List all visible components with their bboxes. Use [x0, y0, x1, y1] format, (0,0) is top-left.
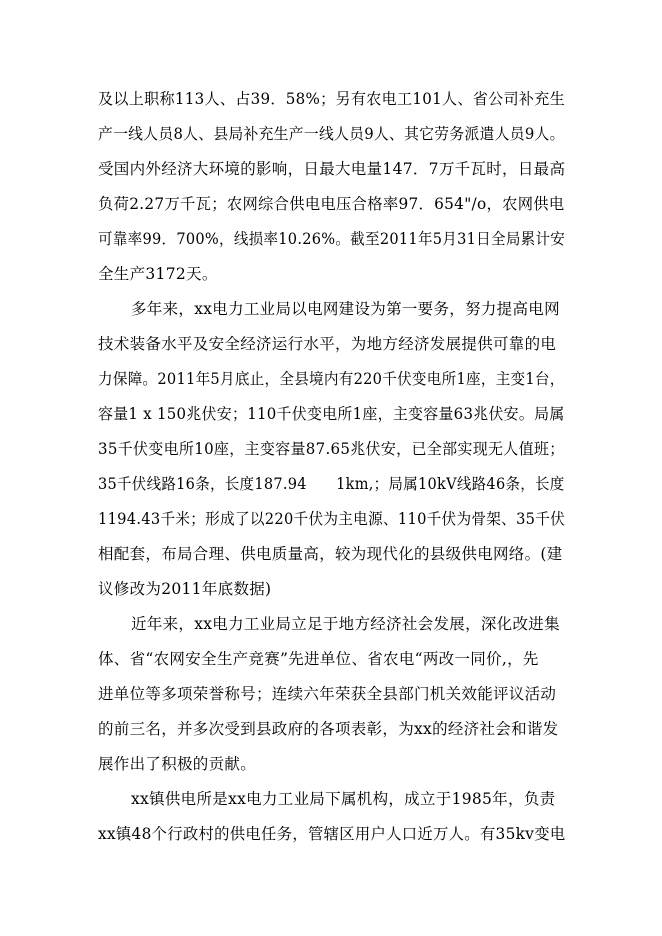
paragraph-2-line-5: 35千伏变电所10座，主变容量87.65兆伏安，已全部实现无人值班； [98, 440, 565, 458]
paragraph-1-line-3: 受国内外经济大环境的影响，日最大电量147．7万千瓦时，日最高 [98, 160, 566, 178]
paragraph-2-line-9: 议修改为2011年底数据) [98, 580, 272, 598]
paragraph-1-line-1: 及以上职称113人、占39．58%；另有农电工101人、省公司补充生 [98, 90, 566, 108]
paragraph-2-line-7: 1194.43千米；形成了以220千伏为主电源、110千伏为骨架、35千伏 [98, 510, 566, 528]
paragraph-2-line-8: 相配套，布局合理、供电质量高，较为现代化的县级供电网络。(建 [98, 545, 563, 563]
paragraph-3-line-4: 的前三名，并多次受到县政府的各项表彰，为xx的经济社会和谐发 [98, 720, 559, 738]
paragraph-1-line-4: 负荷2.27万千瓦；农网综合供电电压合格率97．654"/o，农网供电 [98, 195, 565, 213]
paragraph-4-line-2: xx镇48个行政村的供电任务，管辖区用户人口近万人。有35kv变电 [98, 825, 566, 843]
paragraph-2-line-1: 多年来，xx电力工业局以电网建设为第一要务，努力提高电网 [131, 300, 560, 318]
paragraph-2-line-3: 力保障。2011年5月底止，全县境内有220千伏变电所1座，主变1台， [98, 370, 565, 388]
paragraph-2-line-2: 技术装备水平及安全经济运行水平，为地方经济发展提供可靠的电 [98, 335, 557, 353]
paragraph-2-line-4: 容量1 x 150兆伏安；110千伏变电所1座，主变容量63兆伏安。局属 [98, 405, 565, 423]
paragraph-1-line-5: 可靠率99．700%，线损率10.26%。截至2011年5月31日全局累计安 [98, 230, 566, 248]
paragraph-1-line-2: 产一线人员8人、县局补充生产一线人员9人、其它劳务派遣人员9人。 [98, 125, 565, 143]
paragraph-4-line-1: xx镇供电所是xx电力工业局下属机构，成立于1985年，负责 [131, 790, 556, 808]
paragraph-2-line-6: 35千伏线路16条，长度187.94 1km,；局属10kV线路46条，长度 [98, 475, 565, 493]
paragraph-3-line-2: 体、省“农网安全生产竞赛”先进单位、省农电“两改一同价,，先 [98, 650, 539, 668]
paragraph-1-line-6: 全生产3172天。 [98, 265, 218, 283]
paragraph-3-line-1: 近年来，xx电力工业局立足于地方经济社会发展，深化改进集 [131, 615, 560, 633]
paragraph-3-line-5: 展作出了积极的贡献。 [98, 755, 257, 773]
paragraph-3-line-3: 进单位等多项荣誉称号；连续六年荣获全县部门机关效能评议活动 [98, 685, 557, 703]
